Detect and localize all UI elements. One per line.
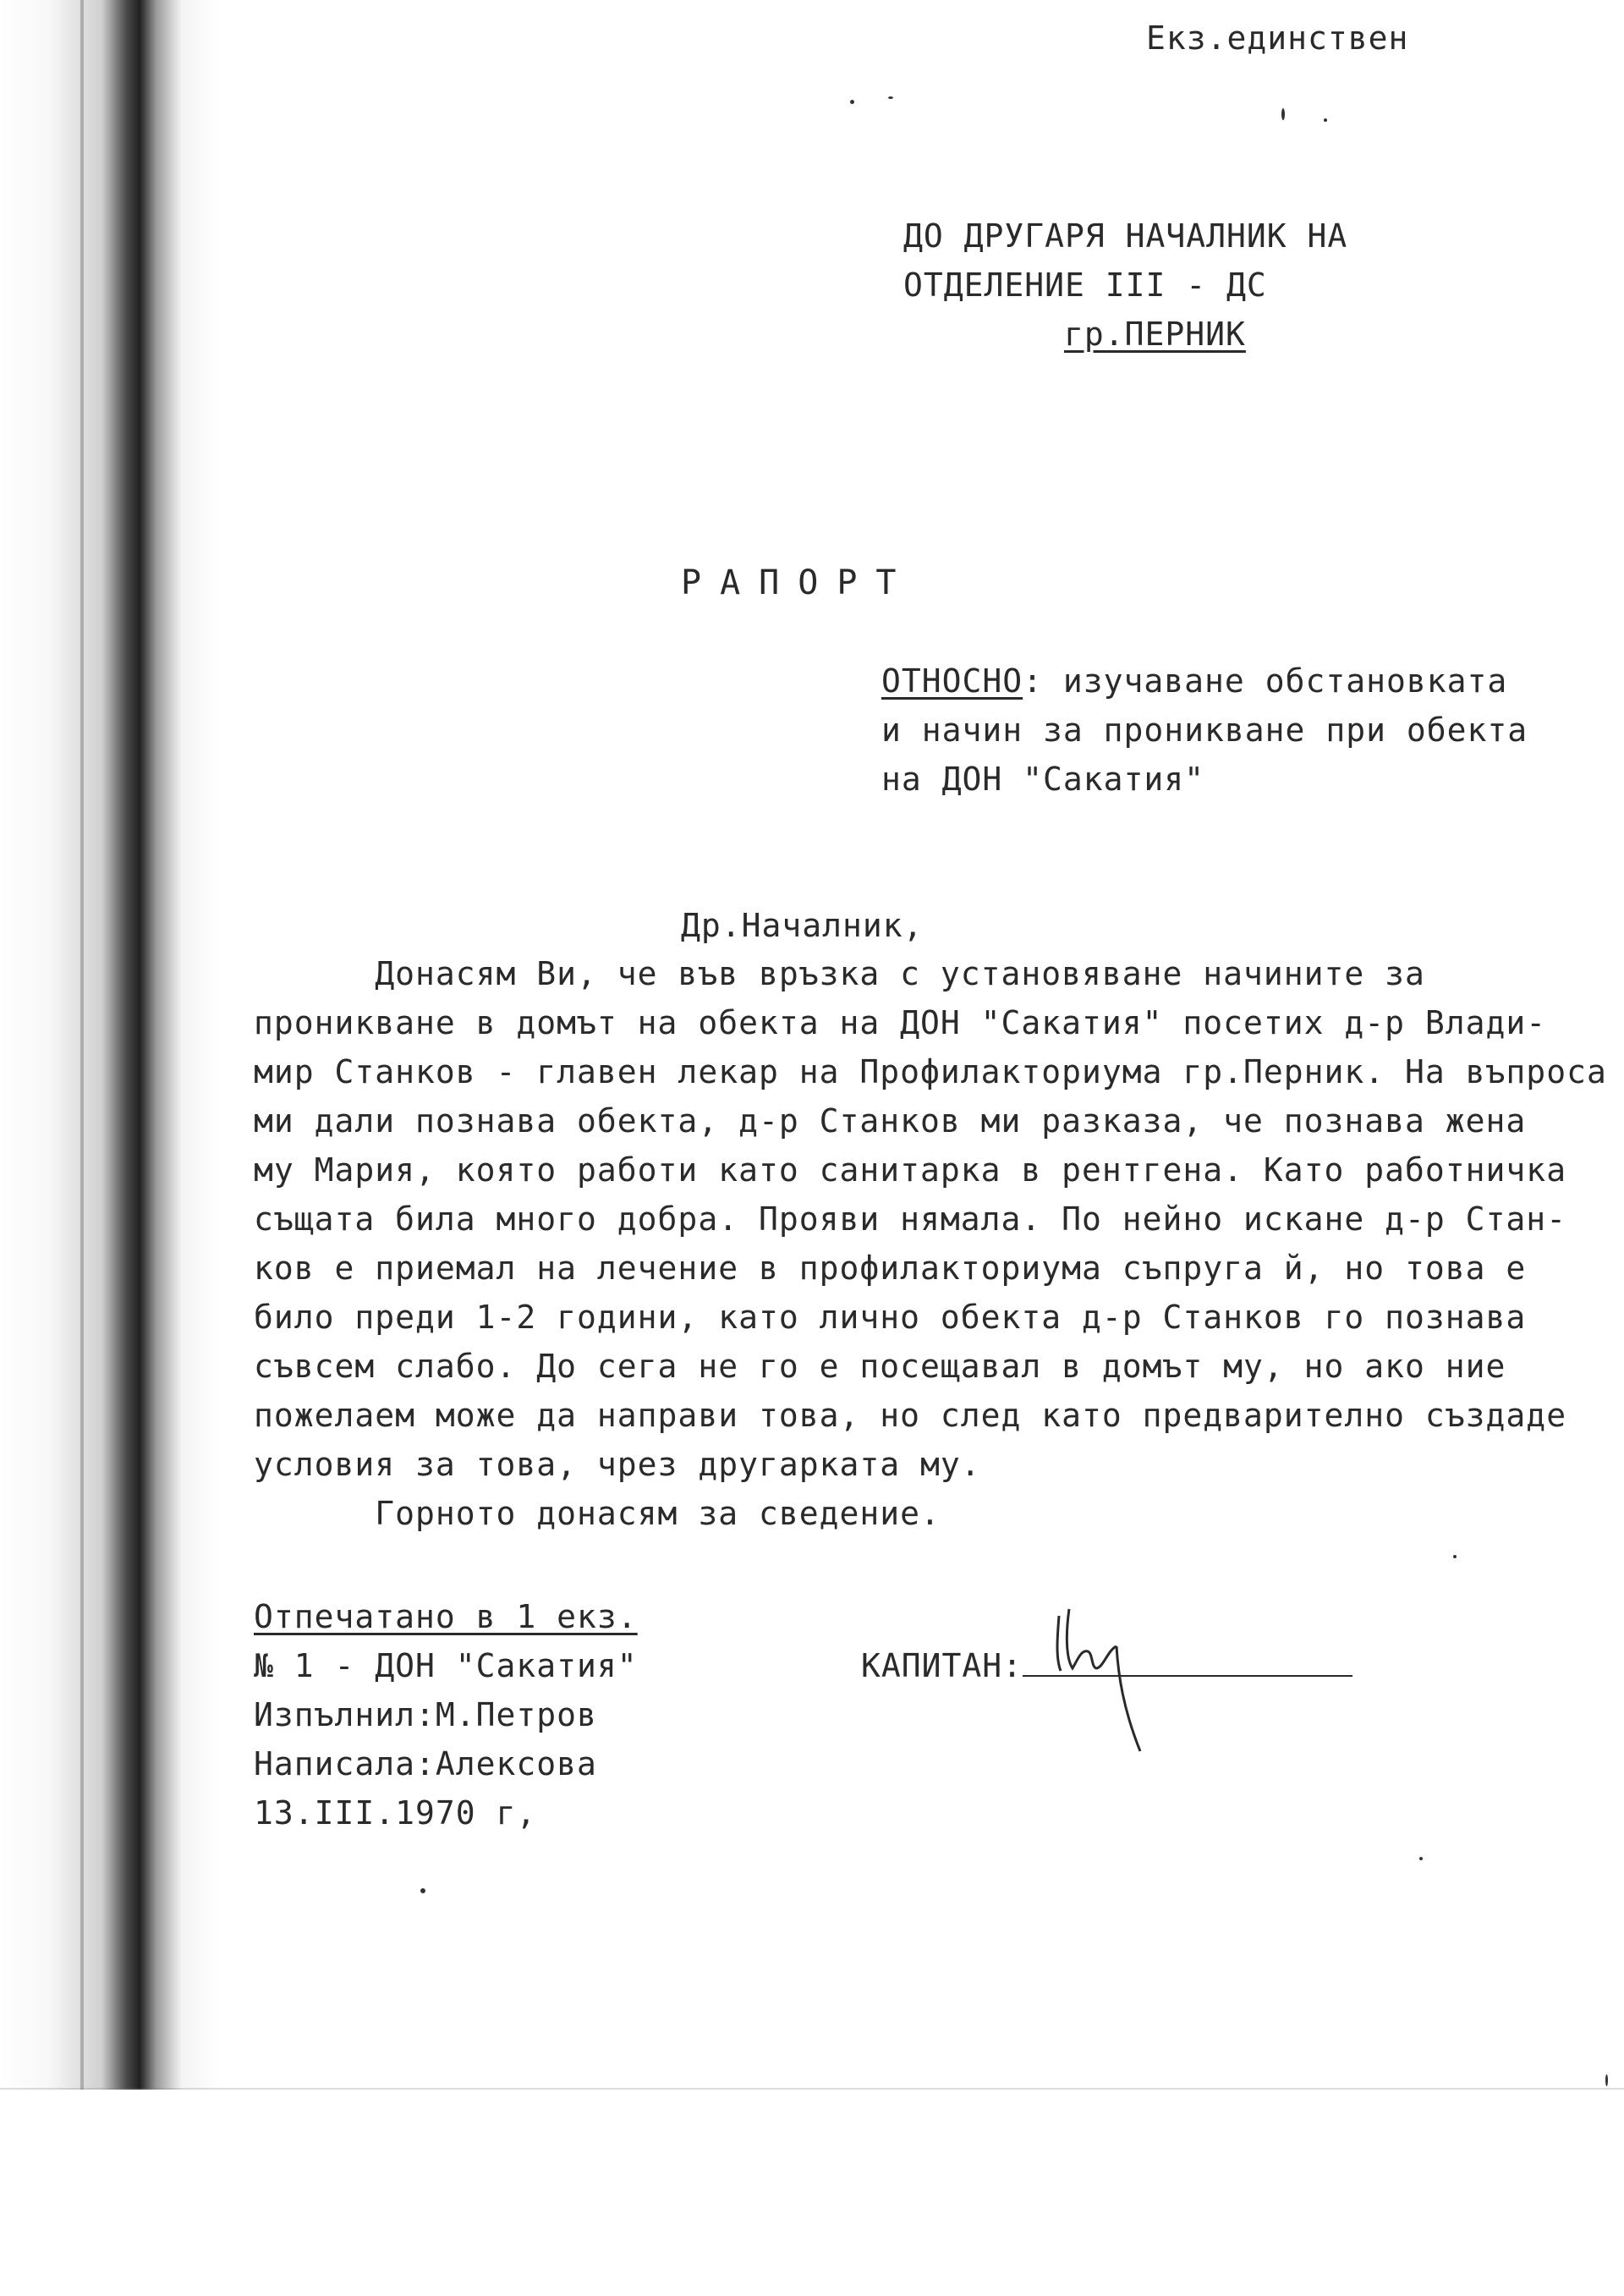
document-title: РАПОРТ (681, 563, 915, 602)
addressee-line: ДО ДРУГАРЯ НАЧАЛНИК НА (903, 217, 1348, 255)
photocopy-edge-shadow (0, 0, 220, 2090)
body-line: Донасям Ви, че във връзка с установяване начините за (254, 955, 1425, 992)
rank-label: КАПИТАН: (861, 1647, 1023, 1684)
body-line: условия за това, чрез другарката му. (254, 1446, 981, 1483)
subject-label: ОТНОСНО (881, 662, 1023, 700)
body-line: ми дали познава обекта, д-р Станков ми разказа, че познава жена (254, 1102, 1527, 1140)
printed-note: Отпечатано в 1 екз. (254, 1598, 638, 1635)
scan-speck (850, 100, 854, 104)
body-line: ков е приемал на лечение в профилакториума съпруга й, но това е (254, 1250, 1527, 1287)
addressee-line: ОТДЕЛЕНИЕ III - ДС (903, 266, 1267, 304)
scan-speck (1419, 1857, 1423, 1860)
scan-speck (1281, 108, 1285, 120)
typed-by: Написала:Алексова (254, 1745, 597, 1782)
document-date: 13.III.1970 г, (254, 1794, 537, 1832)
subject-block (881, 656, 1528, 804)
body-line: мир Станков - главен лекар на Профилакториума гр.Перник. На въпроса (254, 1053, 1607, 1090)
addressee-city: гр.ПЕРНИК (1064, 316, 1246, 353)
subject-line-first (881, 656, 1528, 706)
subject-text: и начин за проникване при обекта (881, 711, 1528, 749)
scan-speck (1453, 1555, 1457, 1558)
body-line: съвсем слабо. До сега не го е посещавал в домът му, но ако ние (254, 1348, 1506, 1385)
scan-speck (420, 1888, 425, 1893)
salutation: Др.Началник, (681, 907, 924, 944)
body-line: Горното донасям за сведение. (254, 1495, 941, 1532)
copy-note: Екз.единствен (1146, 19, 1409, 57)
addressee-block (903, 211, 1347, 359)
photocopy-edge-line (80, 0, 84, 2090)
report-body (254, 949, 1607, 1538)
executed-by: Изпълнил:М.Петров (254, 1696, 597, 1733)
body-line: било преди 1-2 години, като лично обекта д-р Станков го познава (254, 1299, 1527, 1336)
body-line: проникване в домът на обекта на ДОН "Сакатия" посетих д-р Влади- (254, 1004, 1547, 1041)
copy-number: № 1 - ДОН "Сакатия" (254, 1647, 638, 1684)
body-line: пожелаем може да направи това, но след като предварително създаде (254, 1397, 1567, 1434)
subject-text: : изучаване обстановката (1023, 662, 1508, 700)
scan-speck (1605, 2074, 1608, 2086)
body-line: същата била много добра. Прояви нямала. По нейно искане д-р Стан- (254, 1200, 1567, 1238)
subject-text: на ДОН "Сакатия" (881, 761, 1205, 798)
scan-speck (1324, 118, 1327, 122)
footer-block (254, 1592, 638, 1837)
scan-speck (888, 96, 893, 99)
handwritten-signature (1040, 1590, 1159, 1760)
body-line: му Мария, която работи като санитарка в рентгена. Като работничка (254, 1151, 1567, 1189)
photocopy-bottom-edge (0, 2088, 1624, 2090)
